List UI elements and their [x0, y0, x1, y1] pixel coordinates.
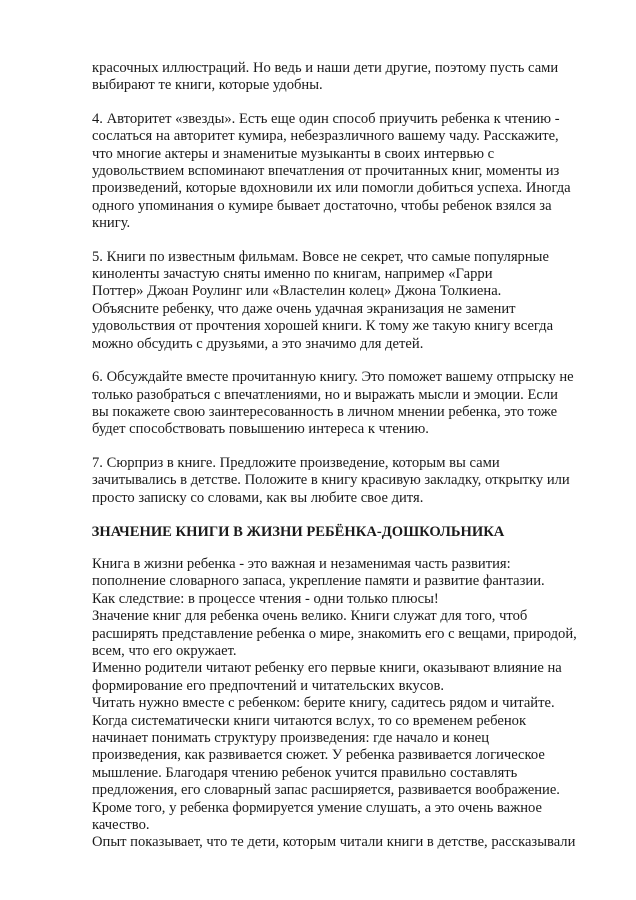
text-line: удовольствия от прочтения хорошей книги. К тому же такую книгу всегда	[92, 318, 554, 335]
text-line: сослаться на авторитет кумира, небезразличного вашему чаду. Расскажите,	[92, 128, 559, 145]
text-line: просто записку со словами, как вы любите свое дитя.	[92, 489, 424, 506]
text-line: киноленты зачастую сняты именно по книгам, например «Гарри	[92, 266, 493, 283]
text-line: книгу.	[92, 215, 131, 232]
text-line: 7. Сюрприз в книге. Предложите произведение, которым вы сами	[92, 454, 500, 471]
text-line: пополнение словарного запаса, укрепление памяти и развитие фантазии.	[92, 573, 545, 590]
text-line: Значение книг для ребенка очень велико. Книги служат для того, чтоб	[92, 608, 528, 625]
text-line: произведений, которые вдохновили их или помогли добиться успеха. Иногда	[92, 180, 571, 197]
text-line: только разобраться с впечатлениями, но и выражать мысли и эмоции. Если	[92, 386, 558, 403]
text-line: начинает понимать структуру произведения: где начало и конец	[92, 730, 490, 746]
text-line: Читать нужно вместе с ребенком: берите книгу, садитесь рядом и читайте.	[92, 695, 555, 712]
text-line: одного упоминания о кумире бывает достаточно, чтобы ребенок взялся за	[92, 197, 552, 214]
text-line: мышление. Благодаря чтению ребенок учится правильно составлять	[92, 764, 518, 781]
text-line: красочных иллюстраций. Но ведь и наши дети другие, поэтому пусть сами	[92, 60, 559, 76]
text-line: будет способствовать повышению интереса к чтению.	[92, 421, 429, 438]
paragraph-star-authority	[92, 111, 576, 233]
paragraph-surprise	[92, 455, 576, 507]
text-line: Книга в жизни ребенка - это важная и незаменимая часть развития:	[92, 555, 511, 572]
text-line: что многие актеры и знаменитые музыканты в своих интервью с	[92, 145, 495, 162]
paragraph-movie-books	[92, 249, 576, 353]
text-line: Объясните ребенку, что даже очень удачная экранизация не заменит	[92, 300, 516, 317]
paragraph-discuss-book	[92, 369, 576, 439]
text-line: 4. Авторитет «звезды». Есть еще один способ приучить ребенка к чтению -	[92, 110, 560, 127]
text-line: 5. Книги по известным фильмам. Вовсе не секрет, что самые популярные	[92, 248, 549, 265]
text-line: выбирают те книги, которые удобны.	[92, 77, 323, 94]
text-line: можно обсудить с друзьями, а это значимо для детей.	[92, 335, 424, 352]
text-line: 6. Обсуждайте вместе прочитанную книгу. Это поможет вашему отпрыску не	[92, 369, 574, 386]
text-line: Опыт показывает, что те дети, которым читали книги в детстве, рассказывали	[92, 834, 576, 851]
text-line: Когда систематически книги читаются вслух, то со временем ребенок	[92, 712, 527, 729]
text-line: формирование его предпочтений и читательских вкусов.	[92, 677, 445, 694]
text-line: предложения, его словарный запас расширяется, развивается воображение.	[92, 782, 560, 799]
text-line: зачитывались в детстве. Положите в книгу красивую закладку, открытку или	[92, 472, 570, 489]
text-line: качество.	[92, 817, 150, 834]
text-line: расширять представление ребенка о мире, знакомить его с вещами, природой,	[92, 625, 577, 642]
text-line: всем, что его окружает.	[92, 642, 237, 659]
section-body	[92, 556, 576, 852]
text-line: вы покажете свою заинтересованность в личном мнении ребенка, это тоже	[92, 403, 558, 420]
text-line: произведения, как развивается сюжет. У ребенка развивается логическое	[92, 747, 545, 764]
text-line: удовольствием вспоминают впечатления от прочитанных книг, моменты из	[92, 163, 560, 180]
section-heading: ЗНАЧЕНИЕ КНИГИ В ЖИЗНИ РЕБЁНКА-ДОШКОЛЬНИКА	[91, 523, 505, 540]
paragraph-intro-continuation	[92, 60, 576, 95]
text-line: Кроме того, у ребенка формируется умение слушать, а это очень важное	[92, 799, 542, 816]
text-line: Как следствие: в процессе чтения - одни только плюсы!	[92, 590, 439, 607]
text-line: Поттер» Джоан Роулинг или «Властелин колец» Джона Толкиена.	[92, 283, 502, 300]
text-line: Именно родители читают ребенку его первые книги, оказывают влияние на	[92, 660, 562, 677]
